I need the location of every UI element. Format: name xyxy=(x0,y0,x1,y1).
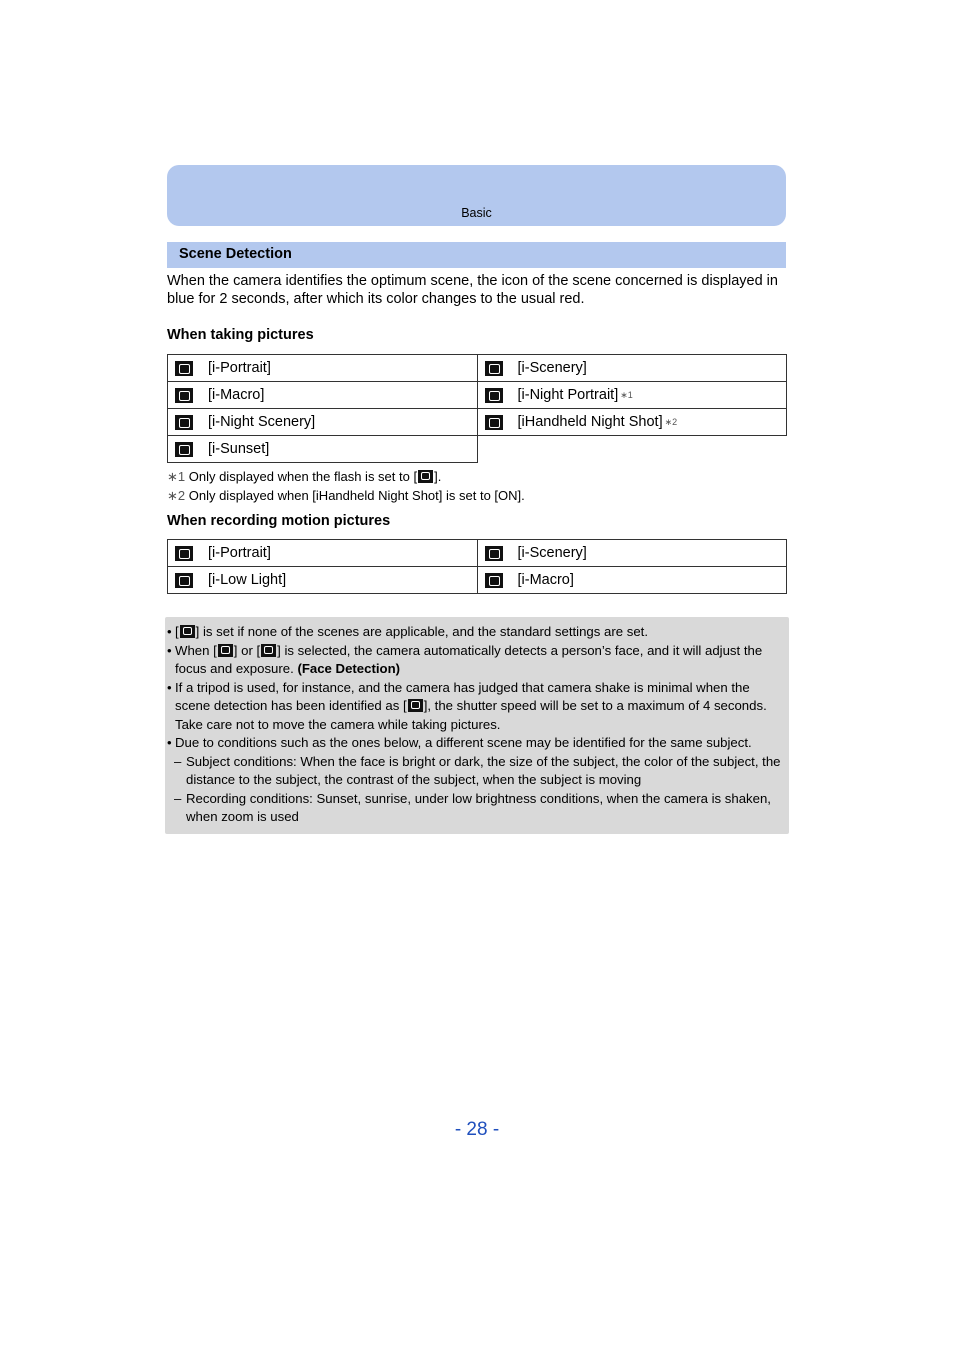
note-text: If a tripod is used, for instance, and the camera has judged that camera shake is minimal when the scene detection has been identified as [ xyxy=(175,679,750,713)
i-scenery-icon xyxy=(485,546,503,561)
note-item xyxy=(167,679,787,735)
chapter-header xyxy=(167,165,786,226)
footnotes xyxy=(167,467,525,505)
i-sunset-icon xyxy=(175,442,193,457)
scene-label: [i-Low Light] xyxy=(208,572,287,588)
note-text: Due to conditions such as the ones below, a different scene may be identified for the same subject. xyxy=(175,735,752,750)
footnote-ref: ∗2 xyxy=(664,416,678,427)
scene-label: [i-Portrait] xyxy=(208,545,271,561)
page-number: - 28 - xyxy=(454,1119,500,1140)
footnote-1 xyxy=(167,467,525,486)
i-night-portrait-icon xyxy=(485,388,503,403)
i-portrait-icon xyxy=(175,361,193,376)
table-row xyxy=(168,436,787,463)
footnote-text: Only displayed when [iHandheld Night Shot] is set to [ON]. xyxy=(185,488,525,503)
chapter-label: Basic xyxy=(461,206,492,220)
note-text: ] or [ xyxy=(233,642,261,658)
intro-text: When the camera identifies the optimum scene, the icon of the scene concerned is displayed in blue for 2 seconds, after which its color changes to the usual red. xyxy=(167,273,778,307)
note-item xyxy=(167,734,787,753)
scene-label: [i-Sunset] xyxy=(208,441,270,457)
note-text: Recording conditions: Sunset, sunrise, under low brightness conditions, when the camera is shaken, when zoom is used xyxy=(186,790,771,824)
taking-pictures-heading: When taking pictures xyxy=(167,327,314,343)
notes-box xyxy=(165,617,789,834)
scene-label: [i-Portrait] xyxy=(208,360,271,376)
i-flash-auto-icon xyxy=(418,470,433,483)
note-text: ], the shutter speed will be set to a maximum of 4 seconds. Take care not to move the camera while taking pictures. xyxy=(175,698,767,732)
footnote-tail: ]. xyxy=(434,469,442,484)
i-macro-icon xyxy=(175,388,193,403)
motion-pictures-table xyxy=(167,539,787,594)
i-macro-icon xyxy=(485,573,503,588)
footnote-ref: ∗1 xyxy=(620,389,633,400)
note-text: Subject conditions: When the face is bright or dark, the size of the subject, the color of the subject, the distance to the subject, the contrast of the subject, when the subject is moving xyxy=(186,753,781,787)
notes-list xyxy=(167,623,787,827)
i-night-portrait-icon xyxy=(261,644,276,657)
i-low-light-icon xyxy=(175,573,193,588)
scene-label: [i-Macro] xyxy=(517,572,574,588)
footnote-mark: ∗1 xyxy=(167,469,186,484)
note-text: ] is set if none of the scenes are applicable, and the standard settings are set. xyxy=(195,624,648,639)
i-night-scenery-icon xyxy=(175,415,193,430)
table-row xyxy=(168,409,787,436)
i-handheld-night-shot-icon xyxy=(485,415,503,430)
note-subitem xyxy=(167,790,787,827)
section-title-bar xyxy=(167,242,786,268)
note-text: [ xyxy=(175,624,179,639)
scene-label: [i-Night Portrait] xyxy=(517,387,619,403)
scene-label: [i-Macro] xyxy=(208,387,265,403)
footnote-text: Only displayed when the flash is set to [ xyxy=(185,469,418,484)
table-row xyxy=(168,355,787,382)
i-scenery-icon xyxy=(485,361,503,376)
table-row xyxy=(168,382,787,409)
note-subitem xyxy=(167,753,787,790)
intelligent-auto-icon xyxy=(180,625,195,638)
table-row xyxy=(168,567,787,594)
section-title: Scene Detection xyxy=(179,246,292,262)
note-text: When [ xyxy=(175,642,217,658)
footnote-mark: ∗2 xyxy=(167,488,186,503)
taking-pictures-table xyxy=(167,354,787,463)
i-portrait-icon xyxy=(175,546,193,561)
scene-label: [i-Scenery] xyxy=(517,545,587,561)
table-row xyxy=(168,540,787,567)
note-item xyxy=(167,642,787,679)
i-portrait-icon xyxy=(218,644,233,657)
empty-cell xyxy=(477,436,787,463)
i-night-scenery-icon xyxy=(408,699,423,712)
motion-pictures-heading: When recording motion pictures xyxy=(167,513,391,529)
note-text: ] is selected, the camera automatically detects a person’s face, and it will adjust the focus and exposure. xyxy=(175,642,763,676)
face-detection-label: (Face Detection) xyxy=(297,661,401,676)
note-item xyxy=(167,623,787,642)
footnote-2 xyxy=(167,486,525,505)
scene-label: [i-Night Scenery] xyxy=(208,414,316,430)
scene-label: [i-Scenery] xyxy=(517,360,587,376)
scene-label: [iHandheld Night Shot] xyxy=(517,414,663,430)
